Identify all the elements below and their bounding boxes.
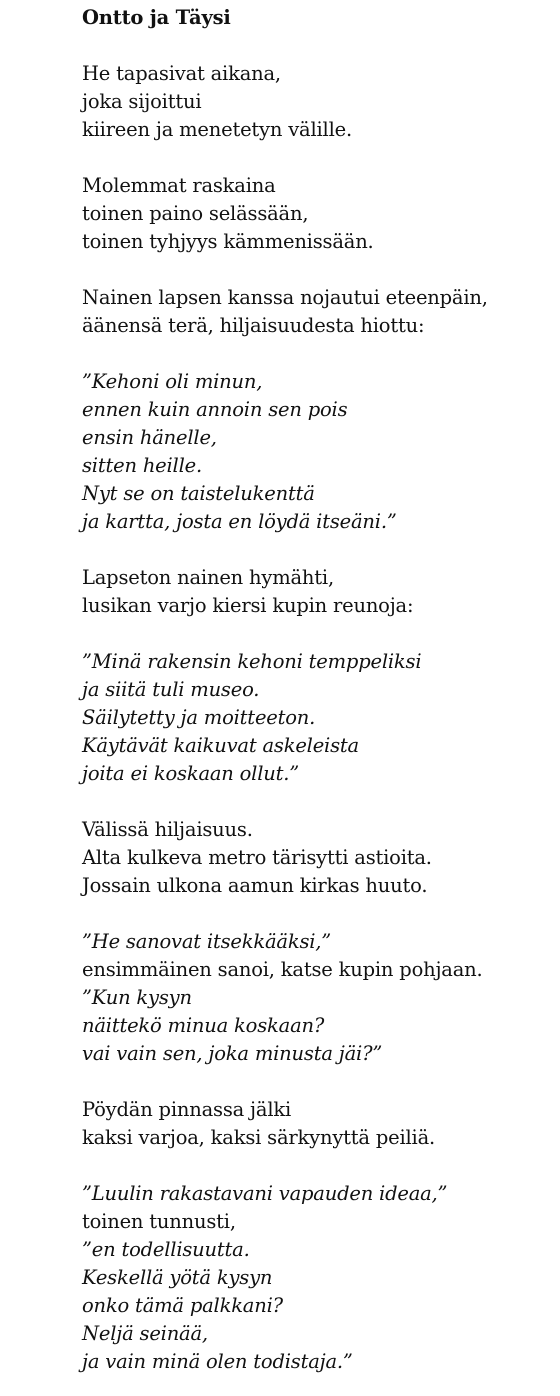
poem-line: Keskellä yötä kysyn xyxy=(82,1266,273,1289)
poem-line: He tapasivat aikana, xyxy=(82,62,281,85)
poem-line: sitten heille. xyxy=(82,454,202,477)
stanza xyxy=(82,816,552,900)
poem-title: Ontto ja Täysi xyxy=(82,6,231,29)
poem-line: ”Kun kysyn xyxy=(82,986,192,1009)
poem-line: näittekö minua koskaan? xyxy=(82,1014,325,1037)
poem-line: äänensä terä, hiljaisuudesta hiottu: xyxy=(82,314,425,337)
poem-line: ja kartta, josta en löydä itseäni.” xyxy=(82,510,397,533)
poem-line: Jossain ulkona aamun kirkas huuto. xyxy=(82,874,428,897)
poem-line: toinen tyhjyys kämmenissään. xyxy=(82,230,374,253)
poem-line: ”Kehoni oli minun, xyxy=(82,370,263,393)
poem-line: onko tämä palkkani? xyxy=(82,1294,283,1317)
poem-line: ”He sanovat itsekkääksi,” xyxy=(82,930,332,953)
poem-line: toinen tunnusti, xyxy=(82,1210,236,1233)
poem-line: Neljä seinää, xyxy=(82,1322,208,1345)
poem-line: ja siitä tuli museo. xyxy=(82,678,260,701)
poem-line: ennen kuin annoin sen pois xyxy=(82,398,348,421)
poem-line: Lapseton nainen hymähti, xyxy=(82,566,334,589)
poem-container xyxy=(82,4,552,1376)
poem-line: ja vain minä olen todistaja.” xyxy=(82,1350,353,1373)
stanza xyxy=(82,60,552,144)
poem-line: ”en todellisuutta. xyxy=(82,1238,250,1261)
stanza xyxy=(82,1096,552,1152)
poem-line: ”Luulin rakastavani vapauden ideaa,” xyxy=(82,1182,448,1205)
poem-line: Alta kulkeva metro tärisytti astioita. xyxy=(82,846,432,869)
poem-line: toinen paino selässään, xyxy=(82,202,309,225)
stanza xyxy=(82,172,552,256)
poem-line: Käytävät kaikuvat askeleista xyxy=(82,734,359,757)
poem-line: lusikan varjo kiersi kupin reunoja: xyxy=(82,594,414,617)
poem-line: ensin hänelle, xyxy=(82,426,217,449)
poem-line: ensimmäinen sanoi, katse kupin pohjaan. xyxy=(82,958,483,981)
stanza xyxy=(82,1180,552,1376)
poem-line: Pöydän pinnassa jälki xyxy=(82,1098,292,1121)
poem-line: Välissä hiljaisuus. xyxy=(82,818,253,841)
stanza xyxy=(82,284,552,340)
poem-body xyxy=(82,60,552,1376)
stanza xyxy=(82,564,552,620)
poem-line: kiireen ja menetetyn välille. xyxy=(82,118,352,141)
poem-line: vai vain sen, joka minusta jäi?” xyxy=(82,1042,383,1065)
poem-line: joka sijoittui xyxy=(82,90,202,113)
stanza xyxy=(82,368,552,536)
poem-line: Säilytetty ja moitteeton. xyxy=(82,706,316,729)
poem-line: Nyt se on taistelukenttä xyxy=(82,482,315,505)
poem-line: ”Minä rakensin kehoni temppeliksi xyxy=(82,650,422,673)
poem-line: joita ei koskaan ollut.” xyxy=(82,762,300,785)
poem-line: kaksi varjoa, kaksi särkynyttä peiliä. xyxy=(82,1126,435,1149)
poem-line: Nainen lapsen kanssa nojautui eteenpäin, xyxy=(82,286,488,309)
poem-line: Molemmat raskaina xyxy=(82,174,276,197)
stanza xyxy=(82,648,552,788)
stanza xyxy=(82,928,552,1068)
